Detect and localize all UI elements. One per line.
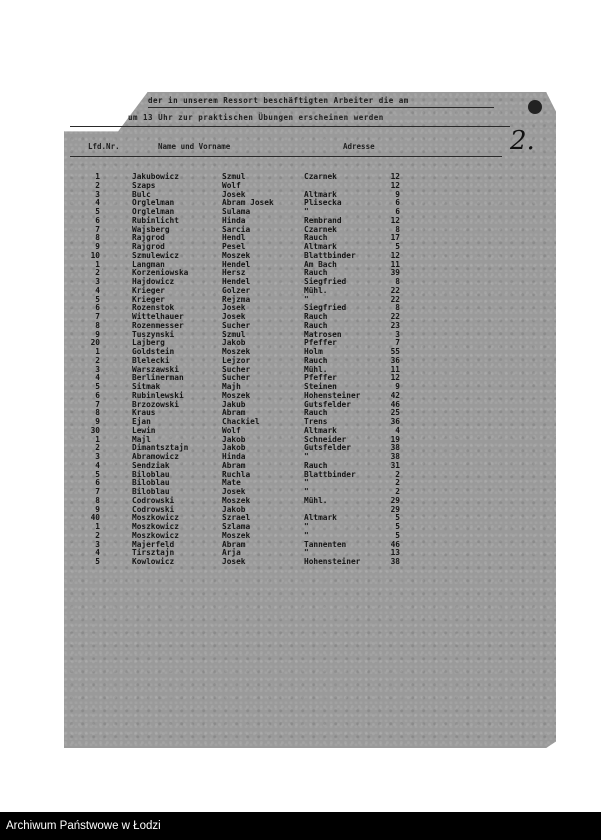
list-row — [0, 462, 601, 471]
first-name: Szmul — [222, 172, 246, 181]
list-row — [0, 558, 601, 567]
row-number: 5 — [95, 557, 100, 566]
list-row — [0, 339, 601, 348]
list-row — [0, 514, 601, 523]
first-name: Moszek — [222, 530, 251, 540]
list-row — [0, 173, 601, 182]
house-number: 22 — [390, 294, 400, 304]
list-row — [0, 208, 601, 217]
row-number: 7 — [95, 399, 100, 409]
house-number: 5 — [395, 530, 400, 540]
last-name: Dimantsztajn — [132, 443, 189, 453]
house-number: 38 — [390, 557, 400, 566]
street: Rauch — [304, 460, 328, 470]
street: " — [304, 530, 309, 540]
list-row — [0, 366, 601, 375]
house-number: 9 — [395, 382, 400, 391]
list-row — [0, 444, 601, 453]
street: Gutsfelder — [304, 443, 351, 453]
first-name: Lejzor — [222, 355, 251, 365]
street: Am Bach — [304, 259, 337, 269]
row-number: 2 — [95, 180, 100, 190]
first-name: Wolf — [222, 180, 241, 190]
house-number: 8 — [395, 277, 400, 286]
street: Czarnek — [304, 172, 337, 181]
last-name: Moszkowicz — [132, 530, 179, 540]
street: Pfeffer — [304, 373, 337, 383]
street: Altmark — [304, 425, 337, 435]
list-row — [0, 217, 601, 226]
house-number: 36 — [390, 417, 400, 426]
street: Altmark — [304, 242, 337, 251]
first-name: Chackiel — [222, 417, 260, 426]
house-number: 29 — [390, 504, 400, 514]
row-number: 3 — [95, 539, 100, 549]
header-line-2: um 13 Uhr zur praktischen Übungen erscheinen werden — [128, 113, 384, 122]
street: Tannenten — [304, 539, 347, 549]
first-name: Pesel — [222, 242, 246, 251]
street: Siegfried — [304, 277, 347, 286]
row-number: 1 — [95, 522, 100, 531]
last-name: Lewin — [132, 425, 156, 435]
house-number: 12 — [390, 250, 400, 260]
last-name: Codrowski — [132, 495, 175, 505]
column-rule — [70, 156, 502, 157]
row-number: 6 — [95, 303, 100, 313]
last-name: Tuszynski — [132, 329, 175, 339]
street: Czarnek — [304, 224, 337, 234]
row-number: 3 — [95, 277, 100, 286]
last-name: Rajgrod — [132, 233, 165, 243]
list-row — [0, 471, 601, 480]
row-number: 10 — [90, 250, 100, 260]
first-name: Ruchla — [222, 469, 251, 479]
list-row — [0, 322, 601, 331]
list-row — [0, 427, 601, 436]
list-row — [0, 383, 601, 392]
page-number: 2. — [510, 126, 535, 156]
street: Rauch — [304, 408, 328, 418]
house-number: 3 — [395, 329, 400, 339]
house-number: 5 — [395, 522, 400, 531]
list-row — [0, 278, 601, 287]
house-number: 46 — [390, 399, 400, 409]
row-number: 4 — [95, 460, 100, 470]
last-name: Majerfeld — [132, 539, 175, 549]
last-name: Majl — [132, 434, 151, 444]
name-list — [0, 173, 601, 567]
last-name: Krieger — [132, 285, 165, 295]
row-number: 2 — [95, 530, 100, 540]
street: Trens — [304, 417, 328, 426]
list-row — [0, 541, 601, 550]
last-name: Wittelhauer — [132, 312, 184, 321]
last-name: Moszkowicz — [132, 513, 179, 523]
header-line-1: der in unserem Ressort beschäftigten Arbeiter die am — [148, 96, 409, 105]
house-number: 36 — [390, 355, 400, 365]
street: Rauch — [304, 320, 328, 330]
house-number: 38 — [390, 452, 400, 461]
first-name: Sarcia — [222, 224, 251, 234]
last-name: Orglelman — [132, 207, 175, 216]
last-name: Krieger — [132, 294, 165, 304]
last-name: Berlinerman — [132, 373, 184, 383]
first-name: Sucher — [222, 320, 251, 330]
row-number: 3 — [95, 189, 100, 199]
list-row — [0, 436, 601, 445]
first-name: Abram — [222, 408, 246, 418]
last-name: Codrowski — [132, 504, 175, 514]
street: Blattbinder — [304, 469, 356, 479]
row-number: 9 — [95, 417, 100, 426]
street: " — [304, 522, 309, 531]
street: " — [304, 207, 309, 216]
archive-footer — [0, 812, 601, 840]
row-number: 8 — [95, 495, 100, 505]
first-name: Mate — [222, 478, 241, 488]
first-name: Szlama — [222, 522, 251, 531]
row-number: 6 — [95, 478, 100, 488]
last-name: Tirsztajn — [132, 548, 175, 558]
last-name: Jakubowicz — [132, 172, 179, 181]
street: Holm — [304, 347, 323, 356]
street: " — [304, 548, 309, 558]
row-number: 5 — [95, 469, 100, 479]
list-row — [0, 252, 601, 261]
street: Pfeffer — [304, 338, 337, 348]
first-name: Sulama — [222, 207, 251, 216]
list-row — [0, 497, 601, 506]
row-number: 9 — [95, 329, 100, 339]
row-number: 4 — [95, 373, 100, 383]
first-name: Hersz — [222, 268, 246, 278]
street: " — [304, 478, 309, 488]
last-name: Kowlowicz — [132, 557, 175, 566]
first-name: Arja — [222, 548, 241, 558]
last-name: Brzozowski — [132, 399, 179, 409]
header-rule-2 — [70, 126, 510, 127]
last-name: Moszkowicz — [132, 522, 179, 531]
street: Altmark — [304, 189, 337, 199]
list-row — [0, 453, 601, 462]
first-name: Szrael — [222, 513, 251, 523]
list-row — [0, 409, 601, 418]
first-name: Golzer — [222, 285, 251, 295]
row-number: 7 — [95, 224, 100, 234]
list-row — [0, 374, 601, 383]
first-name: Szmul — [222, 329, 246, 339]
street: Siegfried — [304, 303, 347, 313]
list-row — [0, 261, 601, 270]
row-number: 4 — [95, 198, 100, 208]
column-lfd-nr: Lfd.Nr. — [88, 142, 120, 151]
last-name: Rubinlicht — [132, 215, 179, 225]
header-rule-1 — [148, 107, 494, 108]
row-number: 30 — [90, 425, 100, 435]
last-name: Biloblau — [132, 487, 170, 496]
first-name: Moszek — [222, 390, 251, 400]
list-row — [0, 401, 601, 410]
house-number: 7 — [395, 338, 400, 348]
row-number: 2 — [95, 443, 100, 453]
street: Rauch — [304, 312, 328, 321]
street: " — [304, 487, 309, 496]
row-number: 7 — [95, 312, 100, 321]
first-name: Rejzma — [222, 294, 251, 304]
last-name: Rajgrod — [132, 242, 165, 251]
house-number: 13 — [390, 548, 400, 558]
last-name: Goldstein — [132, 347, 175, 356]
list-row — [0, 296, 601, 305]
row-number: 8 — [95, 408, 100, 418]
first-name: Jakob — [222, 443, 246, 453]
house-number: 5 — [395, 513, 400, 523]
house-number: 22 — [390, 312, 400, 321]
list-row — [0, 191, 601, 200]
first-name: Abram — [222, 539, 246, 549]
house-number: 12 — [390, 215, 400, 225]
house-number: 6 — [395, 198, 400, 208]
row-number: 3 — [95, 364, 100, 374]
street: Rauch — [304, 355, 328, 365]
house-number: 8 — [395, 224, 400, 234]
last-name: Blelecki — [132, 355, 170, 365]
first-name: Moszek — [222, 347, 251, 356]
house-number: 9 — [395, 189, 400, 199]
row-number: 1 — [95, 434, 100, 444]
last-name: Kraus — [132, 408, 156, 418]
list-row — [0, 392, 601, 401]
row-number: 7 — [95, 487, 100, 496]
column-name: Name und Vorname — [158, 142, 231, 151]
house-number: 6 — [395, 207, 400, 216]
house-number: 17 — [390, 233, 400, 243]
last-name: Wajsberg — [132, 224, 170, 234]
last-name: Rozenstok — [132, 303, 175, 313]
row-number: 2 — [95, 355, 100, 365]
list-row — [0, 348, 601, 357]
last-name: Rubinlewski — [132, 390, 184, 400]
house-number: 23 — [390, 320, 400, 330]
street: " — [304, 294, 309, 304]
street: Blattbinder — [304, 250, 356, 260]
row-number: 5 — [95, 207, 100, 216]
first-name: Hendl — [222, 233, 246, 243]
last-name: Sendziak — [132, 460, 170, 470]
street: Mühl. — [304, 364, 328, 374]
street: Hohensteiner — [304, 390, 361, 400]
house-number: 8 — [395, 303, 400, 313]
list-row — [0, 488, 601, 497]
first-name: Moszek — [222, 495, 251, 505]
row-number: 1 — [95, 172, 100, 181]
list-row — [0, 357, 601, 366]
house-number: 12 — [390, 373, 400, 383]
last-name: Warszawski — [132, 364, 179, 374]
last-name: Ejan — [132, 417, 151, 426]
street: Rauch — [304, 268, 328, 278]
first-name: Hinda — [222, 452, 246, 461]
list-row — [0, 479, 601, 488]
first-name: Josek — [222, 487, 246, 496]
row-number: 6 — [95, 390, 100, 400]
house-number: 11 — [390, 364, 400, 374]
row-number: 40 — [90, 513, 100, 523]
list-row — [0, 182, 601, 191]
last-name: Szmulewicz — [132, 250, 179, 260]
street: Plisecka — [304, 198, 342, 208]
row-number: 5 — [95, 382, 100, 391]
street: Matrosen — [304, 329, 342, 339]
list-row — [0, 226, 601, 235]
first-name: Josek — [222, 557, 246, 566]
house-number: 29 — [390, 495, 400, 505]
house-number: 12 — [390, 172, 400, 181]
last-name: Lajberg — [132, 338, 165, 348]
list-row — [0, 287, 601, 296]
first-name: Abram Josek — [222, 198, 274, 208]
first-name: Majh — [222, 382, 241, 391]
list-row — [0, 304, 601, 313]
first-name: Jakub — [222, 399, 246, 409]
row-number: 4 — [95, 548, 100, 558]
house-number: 2 — [395, 487, 400, 496]
last-name: Hajdowicz — [132, 277, 175, 286]
house-number: 2 — [395, 469, 400, 479]
first-name: Jakob — [222, 434, 246, 444]
house-number: 46 — [390, 539, 400, 549]
house-number: 55 — [390, 347, 400, 356]
first-name: Moszek — [222, 250, 251, 260]
house-number: 39 — [390, 268, 400, 278]
street: Schneider — [304, 434, 347, 444]
row-number: 8 — [95, 233, 100, 243]
house-number: 2 — [395, 478, 400, 488]
row-number: 20 — [90, 338, 100, 348]
house-number: 5 — [395, 242, 400, 251]
row-number: 9 — [95, 504, 100, 514]
first-name: Jakob — [222, 338, 246, 348]
first-name: Sucher — [222, 364, 251, 374]
last-name: Bulc — [132, 189, 151, 199]
row-number: 4 — [95, 285, 100, 295]
row-number: 6 — [95, 215, 100, 225]
first-name: Hendel — [222, 277, 251, 286]
street: Rembrand — [304, 215, 342, 225]
first-name: Josek — [222, 189, 246, 199]
house-number: 42 — [390, 390, 400, 400]
house-number: 31 — [390, 460, 400, 470]
last-name: Rozenmesser — [132, 320, 184, 330]
street: " — [304, 452, 309, 461]
first-name: Wolf — [222, 425, 241, 435]
street: Hohensteiner — [304, 557, 361, 566]
last-name: Orglelman — [132, 198, 175, 208]
house-number: 12 — [390, 180, 400, 190]
row-number: 8 — [95, 320, 100, 330]
row-number: 3 — [95, 452, 100, 461]
list-row — [0, 313, 601, 322]
street: Mühl. — [304, 285, 328, 295]
street: Gutsfelder — [304, 399, 351, 409]
row-number: 9 — [95, 242, 100, 251]
first-name: Jakob — [222, 504, 246, 514]
row-number: 5 — [95, 294, 100, 304]
street: Rauch — [304, 233, 328, 243]
house-number: 4 — [395, 425, 400, 435]
street: Altmark — [304, 513, 337, 523]
house-number: 25 — [390, 408, 400, 418]
street: Mühl. — [304, 495, 328, 505]
last-name: Abramowicz — [132, 452, 179, 461]
ink-blot — [528, 100, 542, 114]
row-number: 2 — [95, 268, 100, 278]
street: Steinen — [304, 382, 337, 391]
last-name: Biloblau — [132, 469, 170, 479]
last-name: Langman — [132, 259, 165, 269]
list-row — [0, 199, 601, 208]
house-number: 38 — [390, 443, 400, 453]
last-name: Szaps — [132, 180, 156, 190]
list-row — [0, 234, 601, 243]
row-number: 1 — [95, 259, 100, 269]
last-name: Biloblau — [132, 478, 170, 488]
last-name: Sitmak — [132, 382, 161, 391]
list-row — [0, 549, 601, 558]
column-address: Adresse — [343, 142, 375, 151]
house-number: 11 — [390, 259, 400, 269]
house-number: 19 — [390, 434, 400, 444]
archive-label: Archiwum Państwowe w Łodzi — [6, 820, 161, 832]
house-number: 22 — [390, 285, 400, 295]
first-name: Hinda — [222, 215, 246, 225]
first-name: Sucher — [222, 373, 251, 383]
list-row — [0, 523, 601, 532]
first-name: Josek — [222, 312, 246, 321]
first-name: Josek — [222, 303, 246, 313]
list-row — [0, 532, 601, 541]
list-row — [0, 269, 601, 278]
last-name: Korzeniowska — [132, 268, 189, 278]
row-number: 1 — [95, 347, 100, 356]
first-name: Abram — [222, 460, 246, 470]
first-name: Hendel — [222, 259, 251, 269]
